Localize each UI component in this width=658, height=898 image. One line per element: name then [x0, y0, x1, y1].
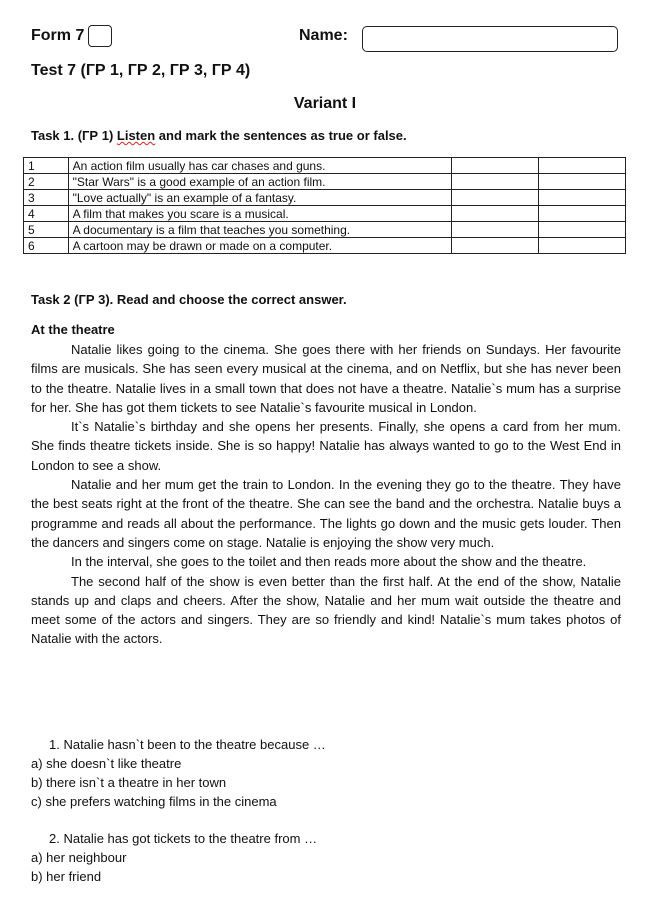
- true-cell[interactable]: [451, 158, 538, 174]
- false-cell[interactable]: [538, 190, 625, 206]
- row-statement: A cartoon may be drawn or made on a computer.: [68, 238, 451, 254]
- table-row: [24, 158, 626, 174]
- test-title: Test 7 (ГР 1, ГР 2, ГР 3, ГР 4): [31, 62, 251, 79]
- name-field[interactable]: [362, 26, 618, 52]
- row-number: 1: [24, 158, 69, 174]
- reading-title: At the theatre: [31, 322, 115, 337]
- row-statement: "Love actually" is an example of a fantasy.: [68, 190, 451, 206]
- false-cell[interactable]: [538, 158, 625, 174]
- form-number-box[interactable]: [88, 25, 112, 47]
- row-number: 5: [24, 222, 69, 238]
- question-stem: 2. Natalie has got tickets to the theatre from …: [49, 831, 318, 846]
- true-cell[interactable]: [451, 238, 538, 254]
- table-row: [24, 190, 626, 206]
- table-row: [24, 238, 626, 254]
- variant-title: Variant I: [293, 95, 357, 112]
- false-cell[interactable]: [538, 222, 625, 238]
- task1-title-listen: Listen: [116, 128, 156, 143]
- paragraph: It`s Natalie`s birthday and she opens her presents. Finally, she opens a card from her mum. She finds theatre tickets inside. She is so happy! Natalie has always wanted to go to the West End in London to see a show.: [31, 419, 621, 473]
- row-statement: An action film usually has car chases and guns.: [68, 158, 451, 174]
- paragraph: The second half of the show is even better than the first half. At the end of the show, Natalie stands up and claps and cheers. After the show, Natalie and her mum wait outside the theatre and meet some of the actors and singers. They are so friendly and kind! Natalie`s mum takes photos of Natalie with the actors.: [31, 573, 621, 647]
- question-stem: 1. Natalie hasn`t been to the theatre because …: [49, 737, 326, 752]
- task1-title-prefix: Task 1. (ГР 1): [31, 128, 117, 143]
- answer-option[interactable]: c) she prefers watching films in the cinema: [31, 794, 277, 809]
- answer-option[interactable]: a) her neighbour: [31, 850, 127, 865]
- row-statement: A film that makes you scare is a musical.: [68, 206, 451, 222]
- true-false-table: [23, 157, 626, 254]
- task1-title: [31, 128, 407, 143]
- paragraph: Natalie and her mum get the train to London. In the evening they go to the theatre. They have the best seats right at the front of the theatre. She can see the band and the orchestra. Natalie buys a programme and reads all about the performance. The lights go down and the music gets louder. Then the dancers and singers come on stage. Natalie is enjoying the show very much.: [31, 477, 621, 550]
- row-number: 4: [24, 206, 69, 222]
- table-row: [24, 222, 626, 238]
- false-cell[interactable]: [538, 238, 625, 254]
- reading-text: [31, 340, 621, 649]
- row-statement: A documentary is a film that teaches you something.: [68, 222, 451, 238]
- false-cell[interactable]: [538, 174, 625, 190]
- row-number: 6: [24, 238, 69, 254]
- name-label: Name:: [299, 27, 348, 44]
- row-number: 2: [24, 174, 69, 190]
- false-cell[interactable]: [538, 206, 625, 222]
- paragraph: In the interval, she goes to the toilet and then reads more about the show and the theatre.: [71, 554, 587, 570]
- task2-title: Task 2 (ГР 3). Read and choose the correct answer.: [31, 292, 347, 307]
- paragraph: Natalie likes going to the cinema. She goes there with her friends on Sundays. Her favourite films are musicals. She has seen every musical at the cinema, and on Netflix, but she has never been to the theatre. Natalie lives in a small town that does not have a theatre. Natalie`s mum has a surprise for her. She has got them tickets to see Natalie`s favourite musical in London.: [31, 342, 621, 415]
- table-row: [24, 174, 626, 190]
- table-row: [24, 206, 626, 222]
- true-cell[interactable]: [451, 222, 538, 238]
- task1-title-suffix: and mark the sentences as true or false.: [155, 128, 407, 143]
- answer-option[interactable]: a) she doesn`t like theatre: [31, 756, 182, 771]
- questions-list: [31, 735, 621, 886]
- row-number: 3: [24, 190, 69, 206]
- answer-option[interactable]: b) there isn`t a theatre in her town: [31, 775, 227, 790]
- true-cell[interactable]: [451, 206, 538, 222]
- row-statement: "Star Wars" is a good example of an action film.: [68, 174, 451, 190]
- true-cell[interactable]: [451, 190, 538, 206]
- answer-option[interactable]: b) her friend: [31, 869, 102, 884]
- form-label: Form 7: [31, 27, 85, 44]
- true-cell[interactable]: [451, 174, 538, 190]
